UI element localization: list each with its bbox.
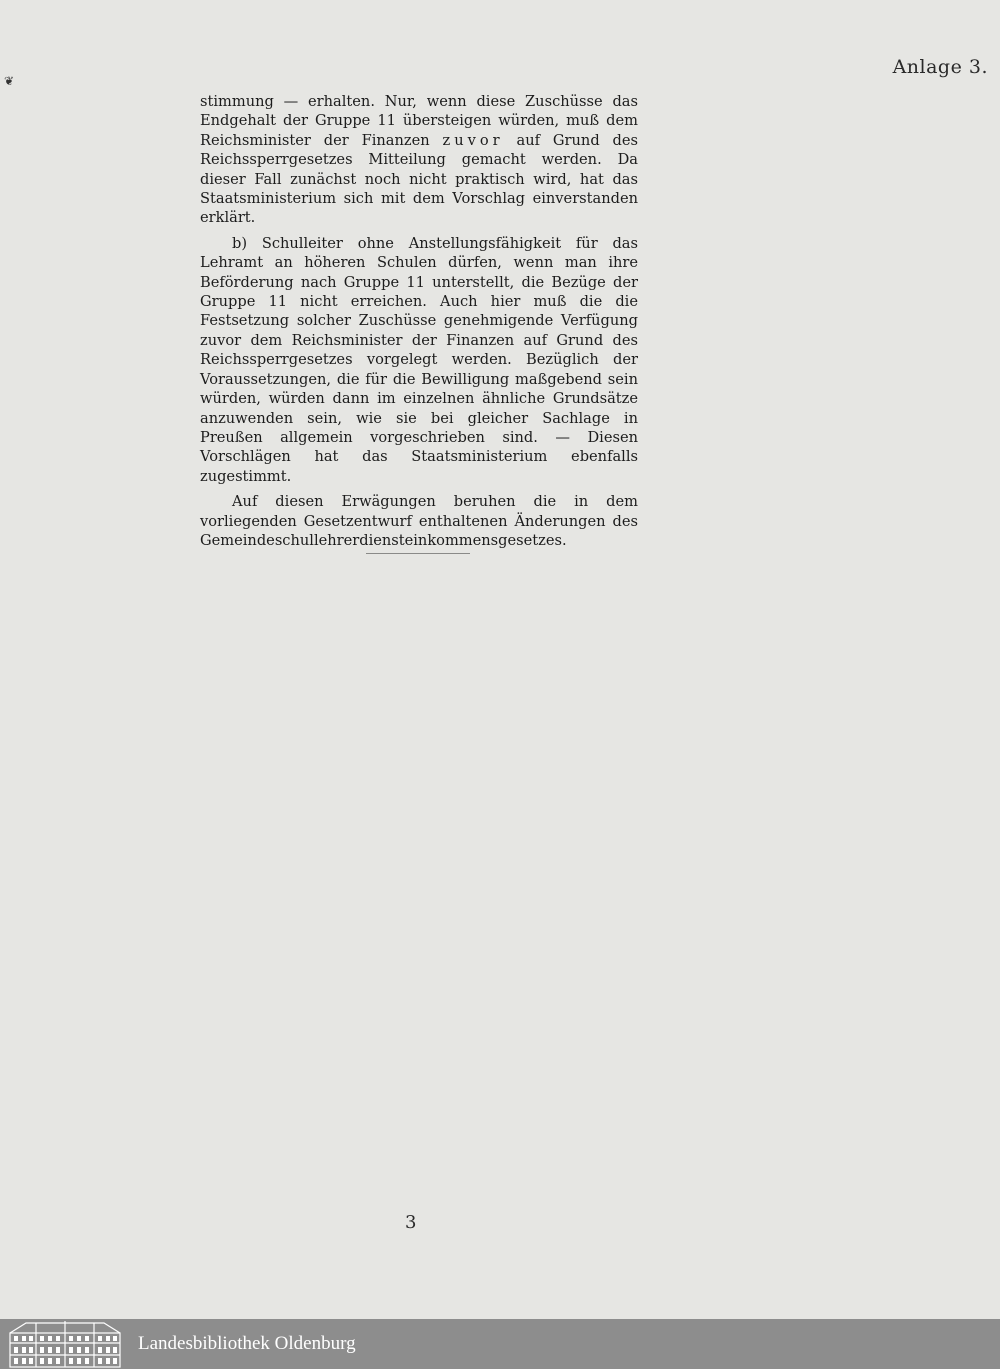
page-number: 3 — [405, 1212, 417, 1233]
paragraph-2: b) Schulleiter ohne Anstellungsfähigkeit für das Lehramt an höheren Schulen dürfen, wenn man ihre Beförderung nach Gruppe 11 unterstellt, die Bezüge der Gruppe 11 nicht erreichen. Auch hier muß die die Festsetzung solcher Zuschüsse genehmigende Verfügung zuvor dem Reichsminister der Finanzen auf Grund des Reichssperrgesetzes vorgelegt werden. Bezüglich der Voraussetzungen, die für die Bewilligung maßgebend sein würden, würden dann im einzelnen ähnliche Grundsätze anzuwenden sein, wie sie bei gleicher Sachlage in Preußen allgemein vorgeschrieben sind. — Diesen Vorschlägen hat das Staatsministerium ebenfalls zugestimmt. — [200, 234, 638, 485]
section-divider — [366, 553, 470, 554]
margin-mark: ❦ — [4, 74, 15, 88]
annex-label: Anlage 3. — [892, 56, 988, 78]
paragraph-1-emphasis: zuvor — [442, 131, 504, 149]
body-text — [200, 92, 638, 556]
footer-bar — [0, 1319, 1000, 1369]
footer-library-name: Landesbibliothek Oldenburg — [138, 1333, 356, 1354]
paragraph-1-text: stimmung — erhalten. Nur, wenn diese Zuschüsse das Endgehalt der Gruppe 11 übersteigen würden, muß dem Reichsminister der Finanzen — [200, 93, 638, 149]
library-building-icon — [6, 1319, 124, 1369]
paragraph-1-rest: auf Grund des Reichssperrgesetzes Mitteilung gemacht werden. Da dieser Fall zunächst noch nicht praktisch wird, hat das Staatsministerium sich mit dem Vorschlag einverstanden erklärt. — [200, 131, 639, 227]
paragraph-1 — [200, 92, 638, 228]
paragraph-3: Auf diesen Erwägungen beruhen die in dem vorliegenden Gesetzentwurf enthaltenen Änderungen des Gemeindeschullehrerdiensteinkommensgesetzes. — [200, 493, 638, 549]
